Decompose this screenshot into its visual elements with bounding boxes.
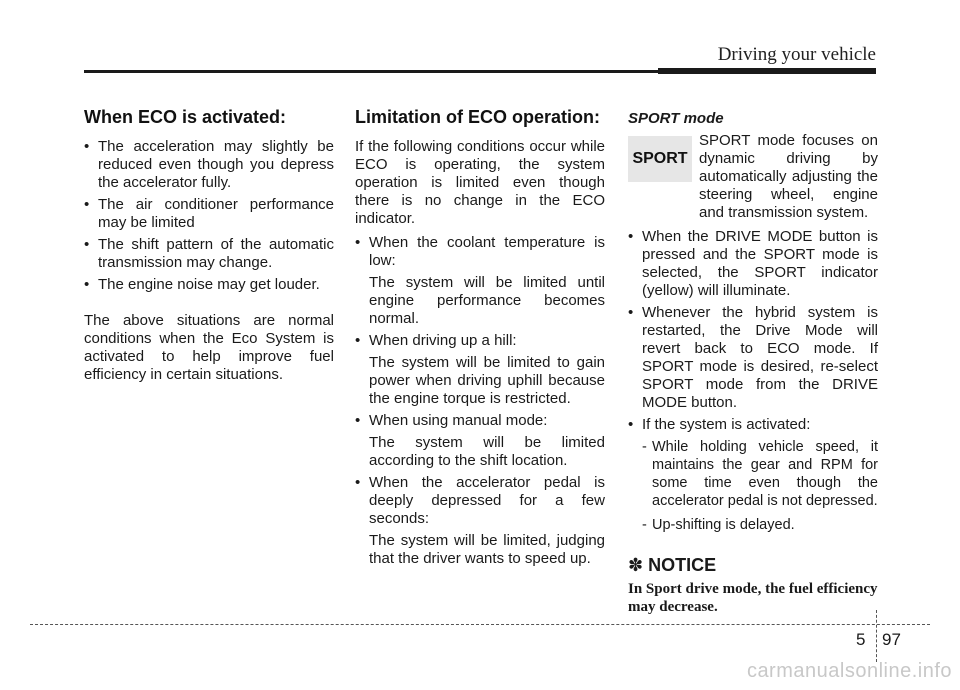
condition-detail: The system will be limited until engine performance becomes normal. (369, 274, 605, 327)
list-item: • When the DRIVE MODE button is pressed and the SPORT mode is selected, the SPORT indicator (yellow) will illuminate. (628, 228, 878, 300)
eco-limitation-intro: If the following conditions occur while ECO is operating, the system operation is limited even though there is no change in the ECO indicator. (355, 138, 605, 227)
list-item (355, 412, 605, 470)
list-item (355, 474, 605, 568)
sport-indicator-icon: SPORT (628, 136, 692, 182)
eco-activated-list (84, 138, 334, 294)
condition-detail: The system will be limited to gain power when driving uphill because the engine torque is restricted. (369, 354, 605, 407)
eco-activated-section (84, 108, 334, 384)
eco-limitation-section (355, 108, 605, 572)
eco-limitation-heading: Limitation of ECO operation: (355, 107, 600, 127)
footer-rule (30, 624, 930, 625)
eco-activated-heading: When ECO is activated: (84, 107, 287, 127)
condition-detail: The system will be limited, judging that the driver wants to speed up. (369, 532, 605, 567)
list-item (355, 234, 605, 328)
list-item: - Up-shifting is delayed. (642, 516, 878, 534)
list-item-text: • If the system is activated: (642, 416, 811, 433)
list-item: - While holding vehicle speed, it maintains the gear and RPM for some time even though the accelerator pedal is not depressed. (642, 438, 878, 510)
sport-mode-heading: SPORT mode (628, 110, 724, 127)
sport-mode-intro (628, 132, 878, 222)
sport-mode-section (628, 108, 878, 616)
list-item: • The shift pattern of the automatic transmission may change. (84, 236, 334, 272)
condition-text: • When driving up a hill: (369, 332, 517, 349)
condition-detail: The system will be limited according to the shift location. (369, 434, 605, 469)
notice-body: In Sport drive mode, the fuel efficiency may decrease. (628, 581, 878, 615)
list-item: • The acceleration may slightly be reduced even though you depress the accelerator fully. (84, 138, 334, 192)
sport-mode-description: SPORT mode focuses on dynamic driving by automatically adjusting the steering wheel, engine and transmission system. (699, 132, 878, 221)
condition-text: • When the coolant temperature is low: (369, 234, 605, 269)
page-number: 97 (882, 630, 901, 649)
eco-limitation-list (355, 234, 605, 568)
header-rule-accent (658, 68, 876, 74)
list-item: • Whenever the hybrid system is restarted, the Drive Mode will revert back to ECO mode. If SPORT mode is desired, re-select SPORT mode from the DRIVE MODE button. (628, 304, 878, 412)
header-title: Driving your vehicle (717, 44, 876, 65)
sport-mode-list (628, 228, 878, 434)
sport-mode-sublist (628, 438, 878, 534)
list-item: • The engine noise may get louder. (84, 276, 334, 294)
chapter-number: 5 (856, 630, 866, 649)
condition-text: • When the accelerator pedal is deeply depressed for a few seconds: (369, 474, 605, 527)
condition-text: • When using manual mode: (369, 412, 548, 429)
footer-divider (876, 610, 877, 662)
list-item (355, 332, 605, 408)
notice-heading: ✽ NOTICE (628, 555, 717, 575)
eco-activated-summary: The above situations are normal conditions when the Eco System is activated to help improve fuel efficiency in certain situations. (84, 312, 334, 383)
list-item: • The air conditioner performance may be limited (84, 196, 334, 232)
list-item (628, 416, 878, 434)
watermark: carmanualsonline.info (746, 660, 952, 682)
